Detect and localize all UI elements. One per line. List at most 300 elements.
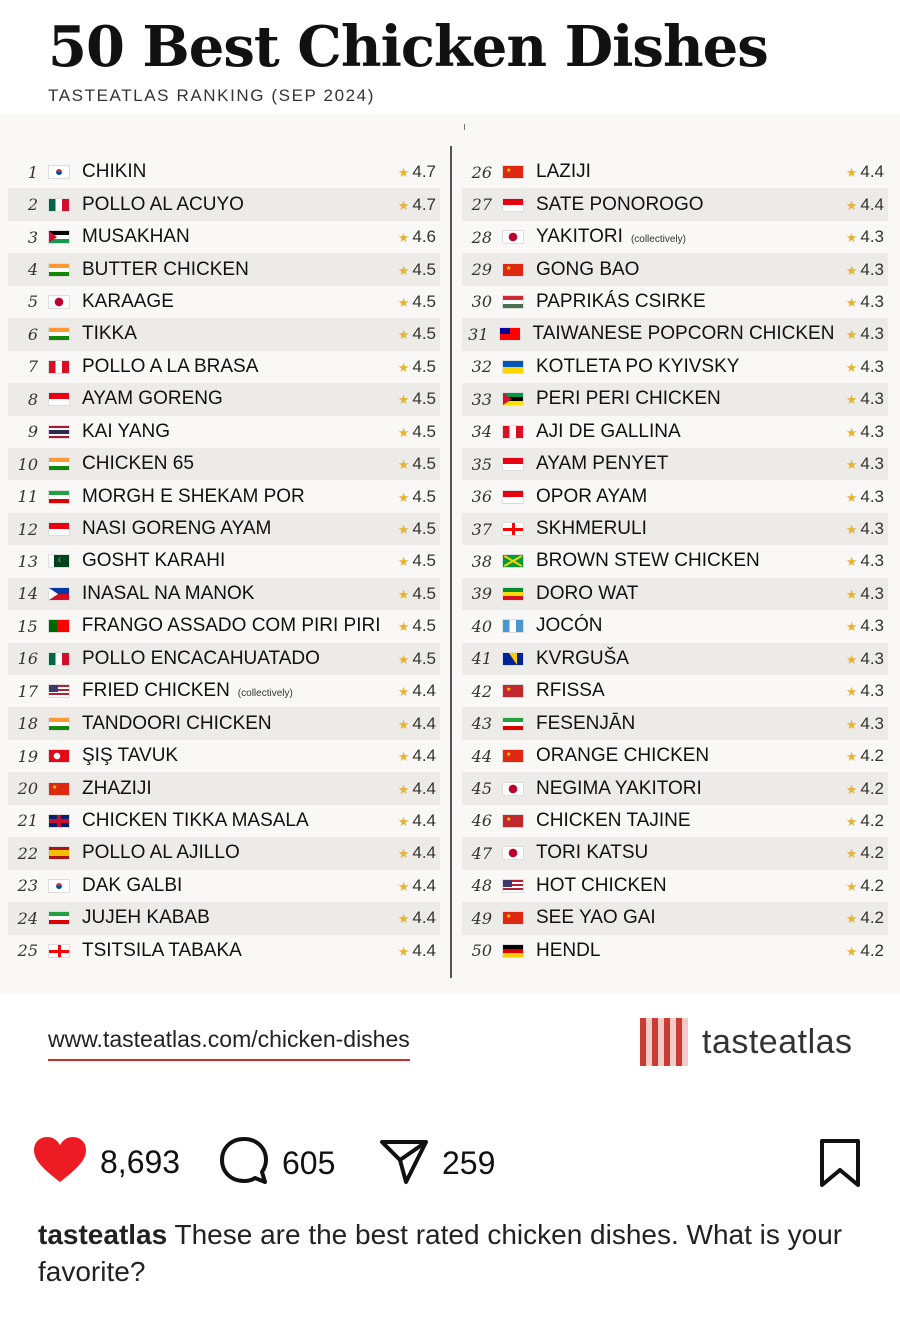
country-flag-icon — [48, 749, 70, 763]
dish-name-cell — [536, 453, 828, 475]
country-flag-icon — [48, 425, 70, 439]
dish-name-cell — [536, 648, 828, 670]
rating-value: 4.4 — [412, 713, 436, 733]
star-icon: ★ — [397, 522, 410, 538]
rating-value: 4.4 — [860, 162, 884, 182]
country-flag-icon: ★ — [502, 684, 524, 698]
rating-value: 4.3 — [860, 227, 884, 247]
dish-name-cell — [536, 940, 828, 962]
dish-name[interactable]: GOSHT KARAHI — [82, 550, 226, 572]
dish-name[interactable]: CHICKEN 65 — [82, 453, 194, 475]
country-flag-icon — [48, 165, 70, 179]
column-divider — [450, 146, 452, 978]
star-icon: ★ — [845, 651, 858, 667]
comment-count: 605 — [282, 1145, 336, 1181]
dish-rank: 43 — [471, 714, 492, 734]
dish-row — [462, 643, 888, 675]
rating-value: 4.3 — [860, 616, 884, 636]
dish-name-cell — [82, 388, 380, 410]
rating-value: 4.5 — [412, 291, 436, 311]
dish-name[interactable]: MUSAKHAN — [82, 226, 190, 248]
country-flag-icon: ★ — [502, 749, 524, 763]
dish-row — [462, 837, 888, 869]
country-flag-icon: ★ — [502, 263, 524, 277]
dish-name-cell — [82, 713, 380, 735]
dish-rank: 13 — [17, 551, 38, 571]
country-flag-icon — [48, 717, 70, 731]
dish-rank: 31 — [468, 324, 489, 344]
dish-rating — [828, 811, 888, 831]
rating-value: 4.4 — [412, 843, 436, 863]
dish-row — [8, 935, 440, 967]
star-icon: ★ — [397, 197, 410, 213]
dish-row — [462, 935, 888, 967]
dish-name-cell — [536, 226, 828, 248]
country-flag-icon — [502, 490, 524, 504]
dish-row — [462, 870, 888, 902]
dish-rank: 7 — [27, 357, 38, 377]
dish-rank: 10 — [17, 454, 38, 474]
dish-rating — [828, 195, 888, 215]
rating-value: 4.5 — [412, 421, 436, 441]
rating-value: 4.3 — [860, 681, 884, 701]
star-icon: ★ — [845, 943, 858, 959]
comment-icon[interactable] — [218, 1136, 270, 1191]
dish-name[interactable]: CHICKEN TAJINE — [536, 809, 691, 831]
dish-rank: 18 — [17, 714, 38, 734]
dish-rating — [380, 324, 440, 344]
dish-rating — [828, 422, 888, 442]
dish-row — [462, 902, 888, 934]
dish-rank: 44 — [471, 746, 492, 766]
dish-name-cell — [82, 778, 380, 800]
dish-name-cell — [82, 161, 380, 183]
dish-name[interactable]: ZHAZIJI — [82, 777, 152, 799]
dish-name[interactable]: HENDL — [536, 939, 601, 961]
dish-rating — [380, 487, 440, 507]
share-action[interactable] — [378, 1136, 495, 1191]
star-icon: ★ — [845, 781, 858, 797]
dish-name[interactable]: NEGIMA YAKITORI — [536, 777, 702, 799]
dish-rating — [380, 681, 440, 701]
dish-name[interactable]: KARAAGE — [82, 290, 174, 312]
dish-name[interactable]: INASAL NA MANOK — [82, 582, 255, 604]
dish-row — [462, 351, 888, 383]
dish-name[interactable]: POLLO ENCACAHUATADO — [82, 647, 320, 669]
dish-rank: 3 — [27, 227, 38, 247]
dish-row — [462, 221, 888, 253]
dish-rank: 14 — [17, 584, 38, 604]
country-flag-icon — [502, 782, 524, 796]
rating-value: 4.4 — [412, 908, 436, 928]
dish-name[interactable]: POLLO AL ACUYO — [82, 193, 244, 215]
star-icon: ★ — [397, 230, 410, 246]
rating-value: 4.4 — [412, 746, 436, 766]
dish-name-cell — [82, 680, 380, 702]
dish-rating — [380, 811, 440, 831]
dish-name-cell — [536, 615, 828, 637]
dish-name[interactable]: OPOR AYAM — [536, 485, 648, 507]
star-icon: ★ — [397, 911, 410, 927]
dish-rating — [380, 389, 440, 409]
dish-name-cell — [536, 680, 828, 702]
country-flag-icon: ★ — [502, 165, 524, 179]
dish-row — [8, 383, 440, 415]
dish-name[interactable]: FRIED CHICKEN — [82, 680, 230, 702]
dish-rank: 27 — [471, 195, 492, 215]
rating-value: 4.3 — [860, 259, 884, 279]
ranking-column-left — [8, 156, 440, 967]
rating-value: 4.4 — [412, 875, 436, 895]
star-icon: ★ — [845, 165, 858, 181]
country-flag-icon — [502, 392, 524, 406]
dish-rating — [380, 649, 440, 669]
country-flag-icon — [502, 522, 524, 536]
rating-value: 4.4 — [412, 681, 436, 701]
rating-value: 4.5 — [412, 324, 436, 344]
rating-value: 4.5 — [412, 551, 436, 571]
dish-rank: 8 — [27, 389, 38, 409]
dish-row — [462, 318, 888, 350]
dish-name-cell — [82, 550, 380, 572]
dish-name[interactable]: ŞIŞ TAVUK — [82, 745, 179, 767]
star-icon: ★ — [845, 813, 858, 829]
dish-name[interactable]: DORO WAT — [536, 582, 639, 604]
dish-name-cell — [82, 323, 380, 345]
country-flag-icon: ★ — [502, 911, 524, 925]
dish-rank: 26 — [471, 162, 492, 182]
country-flag-icon — [502, 619, 524, 633]
dish-row — [8, 578, 440, 610]
dish-rank: 19 — [17, 746, 38, 766]
rating-value: 4.2 — [860, 940, 884, 960]
dish-rating — [828, 227, 888, 247]
star-icon: ★ — [845, 489, 858, 505]
star-icon: ★ — [397, 878, 410, 894]
dish-rating — [828, 260, 888, 280]
dish-row — [8, 253, 440, 285]
country-flag-icon — [48, 522, 70, 536]
dish-row — [8, 188, 440, 220]
dish-rating — [828, 584, 888, 604]
dish-name-cell — [536, 778, 828, 800]
page-subtitle: TASTEATLAS RANKING (SEP 2024) — [48, 86, 375, 105]
dish-name[interactable]: TSITSILA TABAKA — [82, 939, 242, 961]
rating-value: 4.5 — [412, 616, 436, 636]
dish-row — [462, 156, 888, 188]
dish-name[interactable]: POLLO AL AJILLO — [82, 842, 240, 864]
rating-value: 4.5 — [412, 519, 436, 539]
dish-rating — [380, 551, 440, 571]
dish-rank: 40 — [471, 616, 492, 636]
send-icon[interactable] — [378, 1136, 430, 1191]
dish-name[interactable]: PERI PERI CHICKEN — [536, 388, 721, 410]
dish-name[interactable]: TORI KATSU — [536, 842, 649, 864]
star-icon: ★ — [397, 489, 410, 505]
star-icon: ★ — [397, 781, 410, 797]
dish-rank: 5 — [27, 292, 38, 312]
rating-value: 4.3 — [860, 324, 884, 344]
dish-rating — [828, 779, 888, 799]
country-flag-icon — [48, 911, 70, 925]
dish-rank: 34 — [471, 422, 492, 442]
brand-logo-block — [640, 1018, 853, 1066]
dish-name[interactable]: POLLO A LA BRASA — [82, 355, 259, 377]
dish-rank: 38 — [471, 551, 492, 571]
dish-rating — [380, 422, 440, 442]
star-icon: ★ — [397, 651, 410, 667]
dish-name[interactable]: TANDOORI CHICKEN — [82, 712, 272, 734]
star-icon: ★ — [397, 554, 410, 570]
country-flag-icon — [502, 230, 524, 244]
star-icon: ★ — [397, 846, 410, 862]
dish-row — [8, 870, 440, 902]
country-flag-icon — [502, 944, 524, 958]
dish-rating — [380, 195, 440, 215]
rating-value: 4.2 — [860, 778, 884, 798]
country-flag-icon — [502, 198, 524, 212]
rating-value: 4.3 — [860, 713, 884, 733]
rating-value: 4.5 — [412, 356, 436, 376]
dish-name[interactable]: NASI GORENG AYAM — [82, 518, 272, 540]
dish-name[interactable]: RFISSA — [536, 680, 605, 702]
dish-rating — [828, 843, 888, 863]
dish-name[interactable]: CHICKEN TIKKA MASALA — [82, 809, 309, 831]
dish-name[interactable]: JOCÓN — [536, 615, 603, 637]
dish-row — [8, 416, 440, 448]
dish-rank: 21 — [17, 811, 38, 831]
star-icon: ★ — [845, 327, 858, 343]
dish-row — [462, 805, 888, 837]
dish-name[interactable]: CHIKIN — [82, 161, 147, 183]
dish-rank: 35 — [471, 454, 492, 474]
source-link[interactable]: www.tasteatlas.com/chicken-dishes — [48, 1026, 410, 1061]
dish-rating — [380, 357, 440, 377]
dish-rank: 33 — [471, 389, 492, 409]
dish-rank: 16 — [17, 649, 38, 669]
dish-rank: 29 — [471, 260, 492, 280]
dish-name[interactable]: ORANGE CHICKEN — [536, 745, 710, 767]
dish-row — [8, 772, 440, 804]
star-icon: ★ — [397, 684, 410, 700]
star-icon: ★ — [845, 878, 858, 894]
dish-name[interactable]: SKHMERULI — [536, 518, 647, 540]
caption-text: These are the best rated chicken dishes. What is your favorite? — [38, 1219, 843, 1287]
country-flag-icon — [48, 879, 70, 893]
rating-value: 4.3 — [860, 454, 884, 474]
country-flag-icon — [502, 846, 524, 860]
caption-username[interactable]: tasteatlas — [38, 1219, 168, 1250]
rating-value: 4.5 — [412, 583, 436, 603]
dish-name[interactable]: AYAM PENYET — [536, 453, 669, 475]
star-icon: ★ — [397, 327, 410, 343]
country-flag-icon: ★ — [502, 814, 524, 828]
country-flag-icon — [48, 490, 70, 504]
dish-rank: 17 — [17, 681, 38, 701]
divider-tick — [464, 124, 465, 130]
dish-name-cell — [536, 388, 828, 410]
dish-name[interactable]: KOTLETA PO KYIVSKY — [536, 355, 740, 377]
dish-rank: 37 — [471, 519, 492, 539]
dish-rating — [380, 292, 440, 312]
country-flag-icon — [499, 327, 521, 341]
dish-row — [8, 156, 440, 188]
country-flag-icon — [48, 846, 70, 860]
dish-name-cell — [536, 842, 828, 864]
dish-name-cell — [82, 583, 380, 605]
dish-name-cell — [536, 810, 828, 832]
dish-rating — [834, 324, 888, 344]
comment-action[interactable] — [218, 1136, 335, 1191]
dish-name-cell — [82, 291, 380, 313]
star-icon: ★ — [397, 392, 410, 408]
star-icon: ★ — [397, 294, 410, 310]
dish-rating — [380, 779, 440, 799]
dish-rank: 45 — [471, 779, 492, 799]
dish-name[interactable]: TAIWANESE POPCORN CHICKEN — [532, 323, 835, 345]
dish-name[interactable]: FESENJĀN — [536, 712, 636, 734]
dish-row — [462, 513, 888, 545]
rating-value: 4.5 — [412, 454, 436, 474]
star-icon: ★ — [845, 424, 858, 440]
star-icon: ★ — [845, 716, 858, 732]
country-flag-icon — [48, 587, 70, 601]
rating-value: 4.7 — [412, 162, 436, 182]
star-icon: ★ — [845, 197, 858, 213]
dish-row — [462, 772, 888, 804]
dish-rank: 22 — [17, 843, 38, 863]
rating-value: 4.4 — [412, 778, 436, 798]
page-title: 50 Best Chicken Dishes — [48, 14, 768, 80]
brand-name: tasteatlas — [702, 1022, 853, 1061]
dish-rating — [828, 162, 888, 182]
country-flag-icon — [48, 684, 70, 698]
rating-value: 4.3 — [860, 583, 884, 603]
dish-rating — [828, 876, 888, 896]
heart-icon[interactable] — [32, 1136, 88, 1189]
dish-name[interactable]: YAKITORI — [536, 226, 623, 248]
dish-row — [8, 513, 440, 545]
dish-rating — [380, 584, 440, 604]
rating-value: 4.4 — [412, 810, 436, 830]
dish-rating — [381, 616, 440, 636]
ranking-column-right — [462, 156, 888, 967]
dish-name-cell — [536, 907, 828, 929]
dish-name[interactable]: BROWN STEW CHICKEN — [536, 550, 760, 572]
star-icon: ★ — [397, 749, 410, 765]
dish-name[interactable]: GONG BAO — [536, 258, 640, 280]
dish-name[interactable]: JUJEH KABAB — [82, 907, 210, 929]
dish-name[interactable]: AYAM GORENG — [82, 388, 223, 410]
dish-row — [8, 805, 440, 837]
dish-rating — [380, 162, 440, 182]
dish-name[interactable]: DAK GALBI — [82, 874, 183, 896]
rating-value: 4.5 — [412, 648, 436, 668]
ranking-panel — [0, 114, 900, 994]
country-flag-icon — [48, 263, 70, 277]
dish-rank: 46 — [471, 811, 492, 831]
dish-name[interactable]: KVRGUŠA — [536, 647, 629, 669]
country-flag-icon — [502, 554, 524, 568]
star-icon: ★ — [397, 359, 410, 375]
dish-name[interactable]: KAI YANG — [82, 420, 170, 442]
star-icon: ★ — [397, 943, 410, 959]
country-flag-icon — [48, 327, 70, 341]
country-flag-icon — [48, 230, 70, 244]
dish-row — [462, 416, 888, 448]
dish-rating — [828, 941, 888, 961]
dish-row — [462, 480, 888, 512]
dish-row — [8, 545, 440, 577]
star-icon: ★ — [845, 392, 858, 408]
dish-rank: 25 — [17, 941, 38, 961]
country-flag-icon — [502, 652, 524, 666]
star-icon: ★ — [845, 522, 858, 538]
star-icon: ★ — [397, 813, 410, 829]
star-icon: ★ — [845, 749, 858, 765]
dish-name[interactable]: SATE PONOROGO — [536, 193, 704, 215]
dish-name[interactable]: SEE YAO GAI — [536, 907, 656, 929]
dish-rank: 12 — [17, 519, 38, 539]
star-icon: ★ — [397, 619, 410, 635]
dish-row — [462, 253, 888, 285]
dish-rating — [828, 551, 888, 571]
dish-rank: 20 — [17, 779, 38, 799]
dish-row — [8, 707, 440, 739]
star-icon: ★ — [845, 262, 858, 278]
dish-rating — [828, 649, 888, 669]
dish-name-cell — [82, 356, 380, 378]
dish-name[interactable]: HOT CHICKEN — [536, 874, 667, 896]
star-icon: ★ — [845, 230, 858, 246]
dish-row — [8, 610, 440, 642]
dish-name[interactable]: MORGH E SHEKAM POR — [82, 485, 305, 507]
dish-row — [462, 610, 888, 642]
dish-row — [462, 448, 888, 480]
dish-rank: 47 — [471, 843, 492, 863]
like-action[interactable] — [32, 1136, 180, 1189]
dish-name[interactable]: PAPRIKÁS CSIRKE — [536, 290, 706, 312]
dish-rating — [380, 519, 440, 539]
dish-name[interactable]: LAZIJI — [536, 161, 591, 183]
rating-value: 4.5 — [412, 259, 436, 279]
dish-note: (collectively) — [630, 234, 686, 246]
dish-name[interactable]: AJI DE GALLINA — [536, 420, 681, 442]
dish-rank: 4 — [27, 260, 38, 280]
country-flag-icon: ★ — [48, 782, 70, 796]
dish-name-cell — [536, 259, 828, 281]
dish-rating — [828, 714, 888, 734]
star-icon: ★ — [845, 619, 858, 635]
country-flag-icon — [48, 457, 70, 471]
star-icon: ★ — [845, 359, 858, 375]
star-icon: ★ — [845, 846, 858, 862]
dish-name[interactable]: BUTTER CHICKEN — [82, 258, 249, 280]
dish-rating — [828, 389, 888, 409]
dish-rating — [380, 454, 440, 474]
dish-row — [8, 351, 440, 383]
dish-name-cell — [82, 259, 380, 281]
bookmark-icon[interactable] — [818, 1138, 862, 1193]
dish-name-cell — [536, 745, 828, 767]
dish-rating — [828, 908, 888, 928]
rating-value: 4.3 — [860, 486, 884, 506]
dish-name[interactable]: FRANGO ASSADO COM PIRI PIRI — [81, 615, 381, 637]
country-flag-icon — [502, 587, 524, 601]
star-icon: ★ — [845, 294, 858, 310]
dish-name-cell — [82, 940, 380, 962]
dish-name[interactable]: TIKKA — [82, 323, 137, 345]
